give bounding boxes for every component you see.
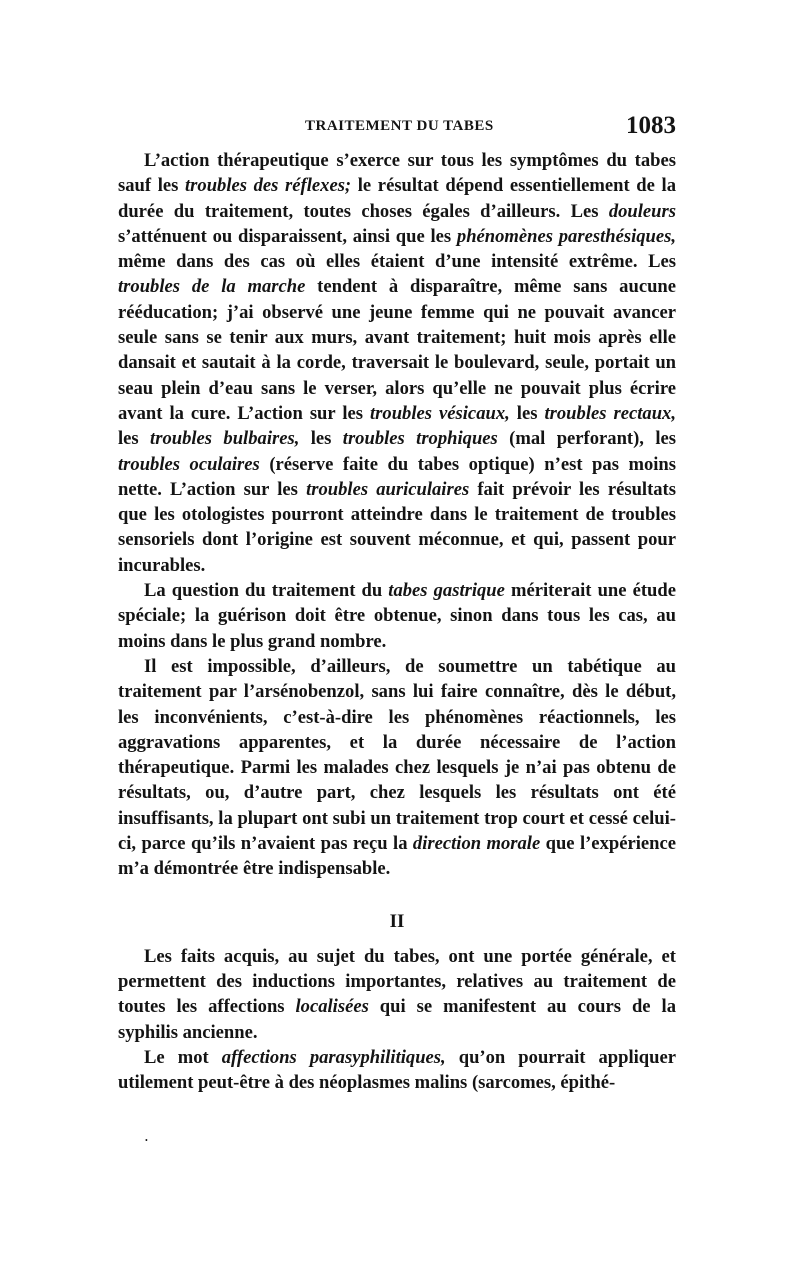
- italic-term: direction morale: [412, 833, 541, 855]
- paragraph-tabes-gastrique: [118, 578, 676, 654]
- italic-term: troubles trophiques: [342, 428, 498, 450]
- book-page: [118, 112, 676, 1095]
- italic-term: troubles vésicaux,: [370, 402, 510, 424]
- italic-term: troubles de la marche: [118, 276, 306, 298]
- running-title: TRAITEMENT DU TABES: [305, 118, 494, 134]
- paragraph-impossible-soumettre: [118, 654, 676, 882]
- text-run: le résultat dépend essentiellement de la durée du traitement, toutes choses égales d’ailleurs. Les: [118, 175, 676, 222]
- text-run: Le mot: [144, 1046, 222, 1068]
- italic-term: localisées: [295, 996, 369, 1018]
- italic-term: troubles oculaires: [118, 453, 260, 475]
- italic-term: affections parasyphilitiques,: [221, 1046, 446, 1068]
- text-run: Les faits acquis, au sujet du tabes, ont une portée générale, et permettent des inductions importantes, relatives au traitement de toutes les affections: [118, 945, 676, 1018]
- text-run: (réserve faite du tabes optique) n’est pas moins nette. L’action sur les: [118, 453, 677, 500]
- text-run: qu’on pourrait appliquer utilement peut-être à des néoplasmes malins (sarcomes, épithé-: [118, 1046, 676, 1094]
- text-run: mériterait une étude spéciale; la guérison doit être obtenue, sinon dans tous les cas, au moins dans le plus grand nombre.: [118, 580, 676, 652]
- text-run: les: [509, 402, 545, 424]
- footer-mark: •: [145, 1136, 148, 1145]
- text-run: L’action thérapeutique s’exerce sur tous les symptômes du tabes sauf les: [118, 150, 676, 197]
- page-number: 1083: [626, 112, 676, 139]
- text-run: les: [299, 428, 343, 450]
- paragraph-faits-acquis: [118, 944, 676, 1045]
- text-run: même dans des cas où elles étaient d’une intensité extrême. Les: [118, 251, 676, 273]
- italic-term: phénomènes paresthésiques,: [456, 225, 677, 247]
- paragraph-affections-parasyphilitiques: [118, 1045, 676, 1096]
- italic-term: douleurs: [608, 200, 676, 222]
- text-run: La question du traitement du: [144, 580, 389, 602]
- italic-term: troubles auriculaires: [306, 478, 470, 500]
- italic-term: tabes gastrique: [388, 580, 505, 602]
- italic-term: troubles rectaux,: [544, 402, 676, 424]
- paragraph-action-therapeutique: [118, 148, 676, 578]
- text-run: s’atténuent ou disparaissent, ainsi que les: [118, 225, 457, 247]
- italic-term: troubles bulbaires,: [150, 428, 300, 450]
- text-run: Il est impossible, d’ailleurs, de soumettre un tabétique au traitement par l’arsénobenzol, sans lui faire connaître, dès le début, les inconvénients, c’est-à-dire les phénomènes réactionnels, les aggravations apparentes, et la durée nécessaire de l’action thérapeutique. Parmi les malades chez lesquels je n’ai pas obtenu de résultats, ou, d’autre part, chez lesquels les résultats ont été insuffisants, la plupart ont subi un traitement trop court et cessé celui-ci, parce qu’ils n’avaient pas reçu la: [118, 655, 676, 855]
- running-head: [118, 112, 676, 148]
- text-run: qui se manifestent au cours de la syphilis ancienne.: [118, 996, 676, 1043]
- text-run: que l’expérience m’a démontrée être indispensable.: [118, 833, 676, 880]
- section-heading-ii: II: [389, 910, 405, 932]
- text-run: les: [118, 428, 151, 450]
- text-run: tendent à disparaître, même sans aucune rééducation; j’ai observé une jeune femme qui ne pouvait avancer seule sans se tenir aux murs, avant traitement; huit mois après elle dansait et sautait à la corde, traversait le boulevard, seule, portait un seau plein d’eau sans le verser, alors qu’elle ne pouvait plus écrire avant la cure. L’action sur les: [118, 276, 677, 424]
- italic-term: troubles des réflexes;: [185, 175, 352, 197]
- text-run: fait prévoir les résultats que les otologistes pourront atteindre dans le traitement de troubles sensoriels dont l’origine est souvent méconnue, et qui, passent pour incurables.: [118, 478, 676, 576]
- text-run: (mal perforant), les: [497, 428, 676, 450]
